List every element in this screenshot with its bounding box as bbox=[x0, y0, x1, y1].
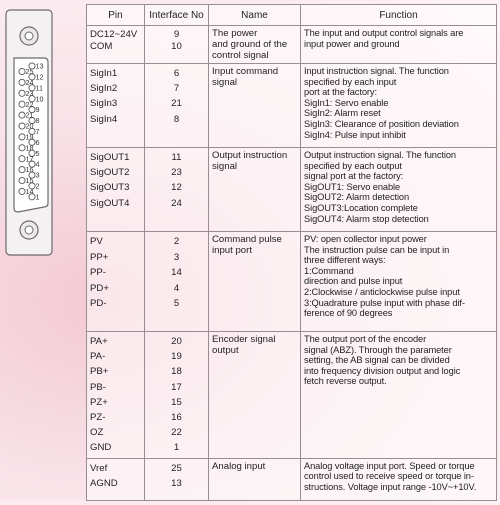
function-cell-line: specified by each output bbox=[304, 160, 402, 171]
name-cell-line: and ground of the bbox=[212, 39, 288, 50]
connector-pin-label: 3 bbox=[35, 170, 40, 180]
pin-cell-line: PV bbox=[90, 236, 103, 247]
interface-cell-line: 12 bbox=[171, 182, 182, 194]
db25-connector bbox=[0, 0, 86, 500]
connector-pin-label: 16 bbox=[25, 165, 34, 175]
interface-cell bbox=[145, 148, 209, 232]
pin-cell-line: AGND bbox=[90, 477, 118, 489]
interface-cell-line: 24 bbox=[171, 197, 182, 209]
connector-pin bbox=[19, 134, 25, 140]
header-interface-no: Interface No bbox=[145, 5, 209, 26]
interface-cell-line: 11 bbox=[171, 152, 182, 163]
pin-cell bbox=[87, 26, 145, 64]
connector-pin-label: 8 bbox=[35, 116, 40, 126]
function-cell-line: ference of 90 degrees bbox=[304, 308, 393, 319]
connector-pin bbox=[19, 188, 25, 194]
pin-cell-line: PD- bbox=[90, 298, 107, 309]
connector-pin bbox=[19, 112, 25, 118]
connector-pin-label: 2 bbox=[35, 181, 40, 191]
function-cell-line: direction and pulse input bbox=[304, 276, 403, 287]
interface-cell-line: 5 bbox=[173, 298, 180, 309]
name-cell-line: Output instruction bbox=[212, 150, 288, 161]
interface-cell-line: 20 bbox=[171, 336, 182, 347]
table-row bbox=[87, 26, 497, 64]
pin-cell-line: SigIn4 bbox=[90, 113, 118, 125]
interface-cell-line: 8 bbox=[173, 113, 180, 125]
interface-cell-line: 16 bbox=[171, 412, 182, 424]
interface-cell-line: 4 bbox=[173, 282, 180, 294]
function-cell-line: setting, the AB signal can be divided bbox=[304, 355, 450, 366]
function-cell bbox=[301, 332, 497, 459]
interface-cell-line: 3 bbox=[173, 251, 180, 263]
interface-cell bbox=[145, 26, 209, 64]
function-cell-line: fetch reverse output. bbox=[304, 376, 387, 387]
pin-cell-line: SigIn3 bbox=[90, 98, 118, 110]
name-cell-line: Analog input bbox=[212, 460, 266, 472]
connector-pin-label: 13 bbox=[35, 61, 44, 71]
connector-pin-label: 25 bbox=[25, 67, 34, 77]
connector-pin-label: 15 bbox=[25, 176, 34, 186]
name-cell bbox=[209, 64, 301, 148]
interface-cell-line: 10 bbox=[171, 41, 182, 52]
connector-pin-label: 10 bbox=[35, 94, 44, 104]
connector-pin-label: 7 bbox=[35, 127, 40, 136]
db25-connector-icon bbox=[0, 0, 86, 500]
connector-pin-label: 11 bbox=[35, 83, 43, 93]
function-cell bbox=[301, 458, 497, 500]
interface-cell-line: 18 bbox=[171, 366, 182, 378]
connector-pin-label: 21 bbox=[25, 110, 34, 120]
function-cell-line: PV: open collector input power bbox=[304, 234, 427, 244]
connector-pin bbox=[19, 156, 25, 162]
function-cell-line: SigOUT4: Alarm stop detection bbox=[304, 213, 429, 224]
connector-pin bbox=[19, 145, 25, 151]
connector-pin-label: 5 bbox=[35, 148, 40, 158]
connector-pin bbox=[19, 167, 25, 173]
pin-cell-line: PB+ bbox=[90, 366, 109, 378]
name-cell-line: output bbox=[212, 345, 239, 356]
connector-pin bbox=[19, 68, 25, 74]
table-row bbox=[87, 232, 497, 332]
connector-pin-label: 4 bbox=[35, 159, 40, 169]
pin-cell-line: PP- bbox=[90, 267, 106, 278]
connector-pin bbox=[19, 123, 25, 129]
pin-cell-line: PA- bbox=[90, 351, 106, 363]
function-cell-line: 2:Clockwise / anticlockwise pulse input bbox=[304, 286, 460, 297]
function-cell-line: The instruction pulse can be input in bbox=[304, 244, 450, 255]
connector-pin-label: 12 bbox=[35, 72, 44, 82]
connector-pin bbox=[19, 177, 25, 183]
function-cell-line: Analog voltage input port. Speed or torque bbox=[304, 460, 475, 471]
connector-pin-label: 24 bbox=[25, 78, 34, 87]
interface-cell-line: 1 bbox=[173, 442, 180, 454]
pin-cell-line: SigOUT2 bbox=[90, 167, 130, 179]
function-cell-line: signal (ABZ). Through the parameter bbox=[304, 344, 452, 355]
function-cell-line: SigOUT1: Servo enable bbox=[304, 181, 401, 192]
function-cell-line: Input instruction signal. The function bbox=[304, 66, 449, 76]
interface-cell-line: 23 bbox=[171, 167, 182, 179]
header-function: Function bbox=[301, 5, 497, 26]
connector-pin-label: 14 bbox=[25, 187, 34, 196]
header-name: Name bbox=[209, 5, 301, 26]
interface-cell-line: 17 bbox=[171, 381, 182, 393]
pin-cell-line: SigOUT3 bbox=[90, 182, 130, 194]
pin-cell bbox=[87, 64, 145, 148]
function-cell-line: 3:Quadrature pulse input with phase dif- bbox=[304, 297, 465, 308]
interface-cell-line: 15 bbox=[171, 396, 182, 408]
function-cell-line: control used to receive speed or torque in- bbox=[304, 471, 474, 482]
pin-table bbox=[86, 4, 497, 501]
table-header-row bbox=[87, 5, 497, 26]
interface-cell-line: 21 bbox=[171, 98, 182, 110]
pin-cell-line: GND bbox=[90, 442, 112, 454]
pin-cell-line: DC12~24V bbox=[90, 29, 138, 40]
connector-pin-label: 6 bbox=[35, 137, 40, 147]
interface-cell bbox=[145, 64, 209, 148]
pin-cell bbox=[87, 232, 145, 332]
table-body bbox=[87, 26, 497, 501]
function-cell-line: Output instruction signal. The function bbox=[304, 150, 457, 160]
pin-cell-line: SigIn2 bbox=[90, 83, 118, 95]
interface-cell-line: 14 bbox=[171, 267, 182, 278]
function-cell-line: port at the factory: bbox=[304, 87, 377, 98]
interface-cell-line: 25 bbox=[171, 462, 182, 474]
name-cell bbox=[209, 232, 301, 332]
connector-pin bbox=[19, 90, 25, 96]
pin-cell-line: COM bbox=[90, 41, 113, 52]
pin-cell bbox=[87, 148, 145, 232]
function-cell-line: input power and ground bbox=[304, 38, 400, 49]
connector-pin-label: 19 bbox=[25, 132, 34, 142]
interface-cell-line: 13 bbox=[171, 477, 182, 489]
interface-cell-line: 19 bbox=[171, 351, 182, 363]
connector-pin-label: 18 bbox=[25, 143, 34, 153]
function-cell bbox=[301, 148, 497, 232]
connector-pin-label: 9 bbox=[35, 105, 40, 115]
pin-cell-line: PA+ bbox=[90, 336, 108, 347]
function-cell-line: three different ways: bbox=[304, 255, 386, 266]
pin-cell-line: PP+ bbox=[90, 251, 109, 263]
header-pin: Pin bbox=[87, 5, 145, 26]
pin-cell-line: SigOUT4 bbox=[90, 197, 130, 209]
function-cell bbox=[301, 232, 497, 332]
name-cell-line: Encoder signal bbox=[212, 334, 276, 345]
name-cell bbox=[209, 148, 301, 232]
name-cell-line: signal bbox=[212, 161, 238, 172]
interface-cell-line: 6 bbox=[173, 68, 180, 79]
function-cell-line: SigIn4: Pulse input inhibit bbox=[304, 129, 406, 140]
pin-cell-line: OZ bbox=[90, 427, 104, 439]
connector-pin-label: 22 bbox=[25, 99, 34, 109]
interface-cell-line: 22 bbox=[171, 427, 182, 439]
function-cell-line: The output port of the encoder bbox=[304, 334, 427, 344]
pin-cell-line: PB- bbox=[90, 381, 106, 393]
table-row bbox=[87, 148, 497, 232]
table-row bbox=[87, 332, 497, 459]
connector-pin-label: 1 bbox=[35, 192, 40, 202]
connector-pin-label: 20 bbox=[25, 121, 34, 131]
pin-cell-line: SigOUT1 bbox=[90, 152, 130, 163]
table-row bbox=[87, 64, 497, 148]
function-cell-line: specified by each input bbox=[304, 76, 397, 87]
name-cell bbox=[209, 26, 301, 64]
function-cell-line: structions. Voltage input range -10V~+10V. bbox=[304, 481, 477, 492]
table-row bbox=[87, 458, 497, 500]
connector-pin bbox=[19, 101, 25, 107]
pin-cell-line: SigIn1 bbox=[90, 68, 118, 79]
name-cell-line: control signal bbox=[212, 50, 269, 61]
interface-cell-line: 9 bbox=[173, 29, 180, 40]
pin-cell-line: PZ- bbox=[90, 412, 106, 424]
function-cell-line: The input and output control signals are bbox=[304, 28, 464, 38]
interface-cell-line: 2 bbox=[173, 236, 180, 247]
connector-pin-label: 17 bbox=[25, 154, 34, 164]
interface-cell bbox=[145, 458, 209, 500]
function-cell bbox=[301, 64, 497, 148]
function-cell-line: SigOUT2: Alarm detection bbox=[304, 192, 410, 203]
name-cell-line: The power bbox=[212, 28, 258, 39]
pin-cell bbox=[87, 332, 145, 459]
name-cell-line: Command pulse bbox=[212, 234, 282, 245]
name-cell-line: Input command bbox=[212, 66, 279, 77]
function-cell-line: signal port at the factory: bbox=[304, 171, 404, 182]
interface-cell bbox=[145, 232, 209, 332]
name-cell-line: signal bbox=[212, 77, 238, 88]
name-cell bbox=[209, 332, 301, 459]
connector-pin-label: 23 bbox=[25, 88, 34, 98]
function-cell-line: 1:Command bbox=[304, 265, 354, 276]
pin-cell-line: Vref bbox=[90, 462, 108, 474]
function-cell-line: SigIn2: Alarm reset bbox=[304, 108, 381, 119]
name-cell-line: input port bbox=[212, 245, 253, 256]
function-cell-line: SigIn1: Servo enable bbox=[304, 97, 389, 108]
function-cell-line: SigIn3: Clearance of position deviation bbox=[304, 118, 459, 129]
interface-cell-line: 7 bbox=[173, 83, 180, 95]
interface-cell bbox=[145, 332, 209, 459]
pin-cell-line: PD+ bbox=[90, 282, 109, 294]
pin-cell bbox=[87, 458, 145, 500]
function-cell bbox=[301, 26, 497, 64]
function-cell-line: SigOUT3:Location complete bbox=[304, 202, 418, 213]
name-cell bbox=[209, 458, 301, 500]
connector-pin bbox=[19, 79, 25, 85]
pin-cell-line: PZ+ bbox=[90, 396, 108, 408]
function-cell-line: into frequency division output and logic bbox=[304, 365, 461, 376]
